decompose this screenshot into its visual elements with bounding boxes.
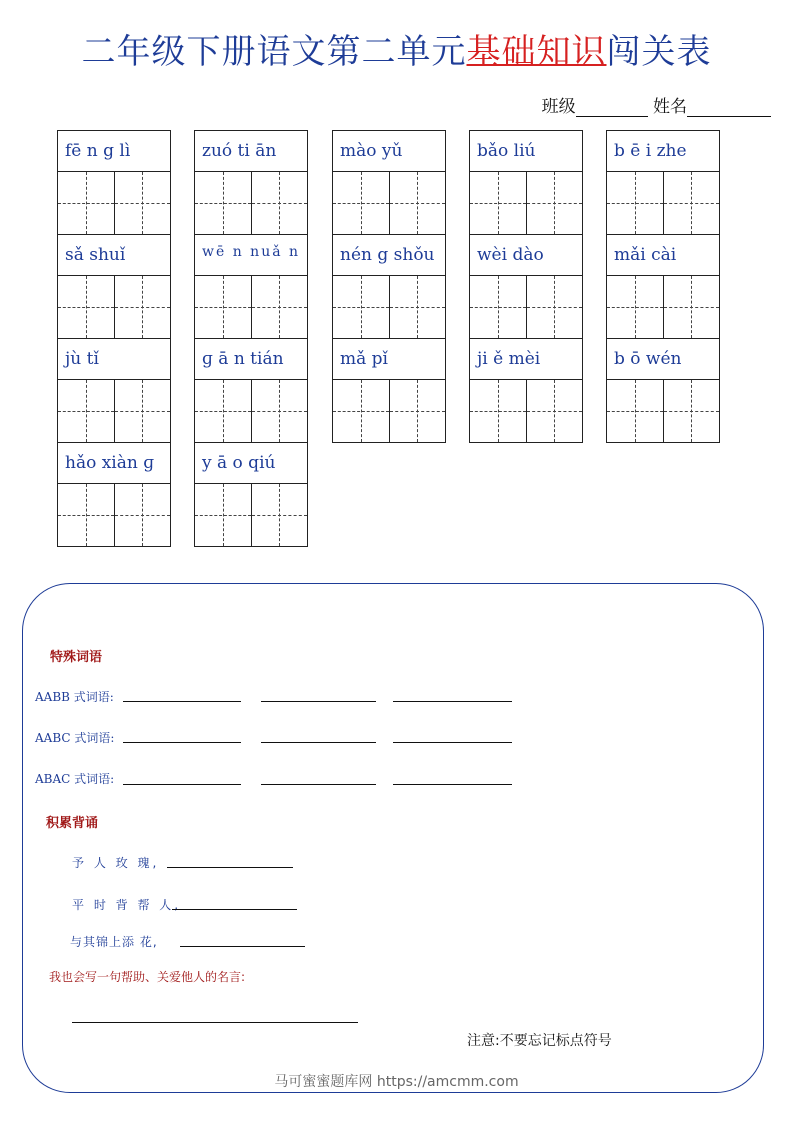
tianzi-cell[interactable] [389,276,446,338]
writing-grid[interactable] [195,276,307,338]
tianzi-cell[interactable] [663,276,720,338]
writing-grid[interactable] [58,276,170,338]
pinyin-text: y ā o qiú [195,443,307,484]
title-highlight: 基础知识 [466,32,607,72]
worksheet-title [0,30,793,74]
tianzi-cell[interactable] [607,276,663,338]
pinyin-text: mǎi cài [607,235,719,276]
writing-grid[interactable] [58,172,170,234]
pinyin-unit [469,234,583,338]
tianzi-cell[interactable] [251,484,308,546]
tianzi-cell[interactable] [195,276,251,338]
answer-line[interactable] [261,701,376,702]
answer-line[interactable] [180,946,305,947]
tianzi-cell[interactable] [663,172,720,234]
tianzi-cell[interactable] [195,380,251,442]
pinyin-unit [57,130,171,234]
tianzi-cell[interactable] [114,276,171,338]
answer-line[interactable] [261,742,376,743]
pinyin-unit [332,338,446,443]
writing-grid[interactable] [58,484,170,546]
pinyin-unit [332,234,446,338]
answer-line[interactable] [167,867,293,868]
writing-grid[interactable] [58,380,170,442]
pinyin-column-4 [469,130,583,443]
quote-prompt: 我也会写一句帮助、关爱他人的名言: [49,970,246,984]
answer-line[interactable] [123,784,241,785]
tianzi-cell[interactable] [195,484,251,546]
pinyin-column-5 [606,130,720,443]
recite-line-2: 平 时 背 帮 人, [72,898,182,912]
pinyin-text: zuó ti ān [195,131,307,172]
pinyin-text: hǎo xiàn ɡ [58,443,170,484]
pinyin-unit [194,338,308,442]
tianzi-cell[interactable] [663,380,720,442]
pinyin-text: wē n nuǎ n [195,235,307,276]
tianzi-cell[interactable] [470,276,526,338]
tianzi-cell[interactable] [114,380,171,442]
aabb-label: AABB 式词语: [35,690,114,704]
tianzi-cell[interactable] [526,276,583,338]
tianzi-cell[interactable] [333,276,389,338]
pinyin-unit [194,234,308,338]
tianzi-cell[interactable] [251,276,308,338]
recite-line-1: 予 人 玫 瑰, [72,856,160,870]
writing-grid[interactable] [607,172,719,234]
pinyin-column-2 [194,130,308,547]
tianzi-cell[interactable] [470,380,526,442]
tianzi-cell[interactable] [389,172,446,234]
pinyin-unit [194,130,308,234]
pinyin-text: mào yǔ [333,131,445,172]
writing-grid[interactable] [607,380,719,442]
answer-line[interactable] [393,742,512,743]
pinyin-text: ji ě mèi [470,339,582,380]
pinyin-text: wèi dào [470,235,582,276]
pinyin-text: mǎ pǐ [333,339,445,380]
answer-line[interactable] [123,742,241,743]
title-part-2: 闯关表 [606,32,712,72]
pinyin-text: bǎo liú [470,131,582,172]
pinyin-unit [332,130,446,234]
watermark-footer: 马可蜜蜜题库网 https://amcmm.com [274,1074,519,1090]
aabc-label: AABC 式词语: [35,731,115,745]
pinyin-unit [606,338,720,443]
tianzi-cell[interactable] [251,380,308,442]
writing-grid[interactable] [470,380,582,442]
pinyin-unit [606,130,720,234]
answer-line[interactable] [393,701,512,702]
pinyin-unit [57,442,171,547]
abac-label: ABAC 式词语: [35,772,115,786]
pinyin-unit [57,234,171,338]
pinyin-column-1 [57,130,171,547]
pinyin-text: nén g shǒu [333,235,445,276]
tianzi-cell[interactable] [389,380,446,442]
writing-grid[interactable] [607,276,719,338]
pinyin-text: sǎ shuǐ [58,235,170,276]
tianzi-cell[interactable] [526,380,583,442]
tianzi-cell[interactable] [195,172,251,234]
tianzi-cell[interactable] [470,172,526,234]
student-info [542,92,771,117]
tianzi-cell[interactable] [58,484,114,546]
writing-grid[interactable] [470,276,582,338]
writing-grid[interactable] [195,172,307,234]
pinyin-text: fē n g lì [58,131,170,172]
pinyin-unit [194,442,308,547]
class-blank[interactable] [576,98,648,117]
recite-line-3: 与其锦上添 花, [70,935,158,949]
punctuation-note: 注意:不要忘记标点符号 [467,1033,612,1049]
writing-grid[interactable] [195,380,307,442]
answer-line[interactable] [393,784,512,785]
pinyin-unit [469,338,583,443]
answer-line[interactable] [261,784,376,785]
class-label: 班级 [541,97,576,117]
tianzi-cell[interactable] [333,380,389,442]
pinyin-text: b ō wén [607,339,719,380]
tianzi-cell[interactable] [58,172,114,234]
pinyin-unit [606,234,720,338]
name-blank[interactable] [687,98,771,117]
tianzi-cell[interactable] [251,172,308,234]
pinyin-unit [469,130,583,234]
tianzi-cell[interactable] [607,380,663,442]
recite-heading: 积累背诵 [46,816,99,831]
special-words-heading: 特殊词语 [50,650,103,665]
writing-grid[interactable] [333,172,445,234]
tianzi-cell[interactable] [58,380,114,442]
tianzi-cell[interactable] [333,172,389,234]
writing-grid[interactable] [333,276,445,338]
pinyin-column-3 [332,130,446,443]
pinyin-text: b ē i zhe [607,131,719,172]
name-label: 姓名 [653,97,687,117]
exercise-panel [22,583,764,1093]
tianzi-cell[interactable] [58,276,114,338]
quote-answer-line[interactable] [72,1022,358,1023]
pinyin-text: ɡ ā n tián [195,339,307,380]
writing-grid[interactable] [470,172,582,234]
pinyin-unit [57,338,171,442]
writing-grid[interactable] [195,484,307,546]
answer-line[interactable] [172,909,297,910]
tianzi-cell[interactable] [607,172,663,234]
pinyin-text: jù tǐ [58,339,170,380]
tianzi-cell[interactable] [526,172,583,234]
writing-grid[interactable] [333,380,445,442]
tianzi-cell[interactable] [114,172,171,234]
title-part-1: 二年级下册语文第二单元 [81,32,467,72]
answer-line[interactable] [123,701,241,702]
tianzi-cell[interactable] [114,484,171,546]
